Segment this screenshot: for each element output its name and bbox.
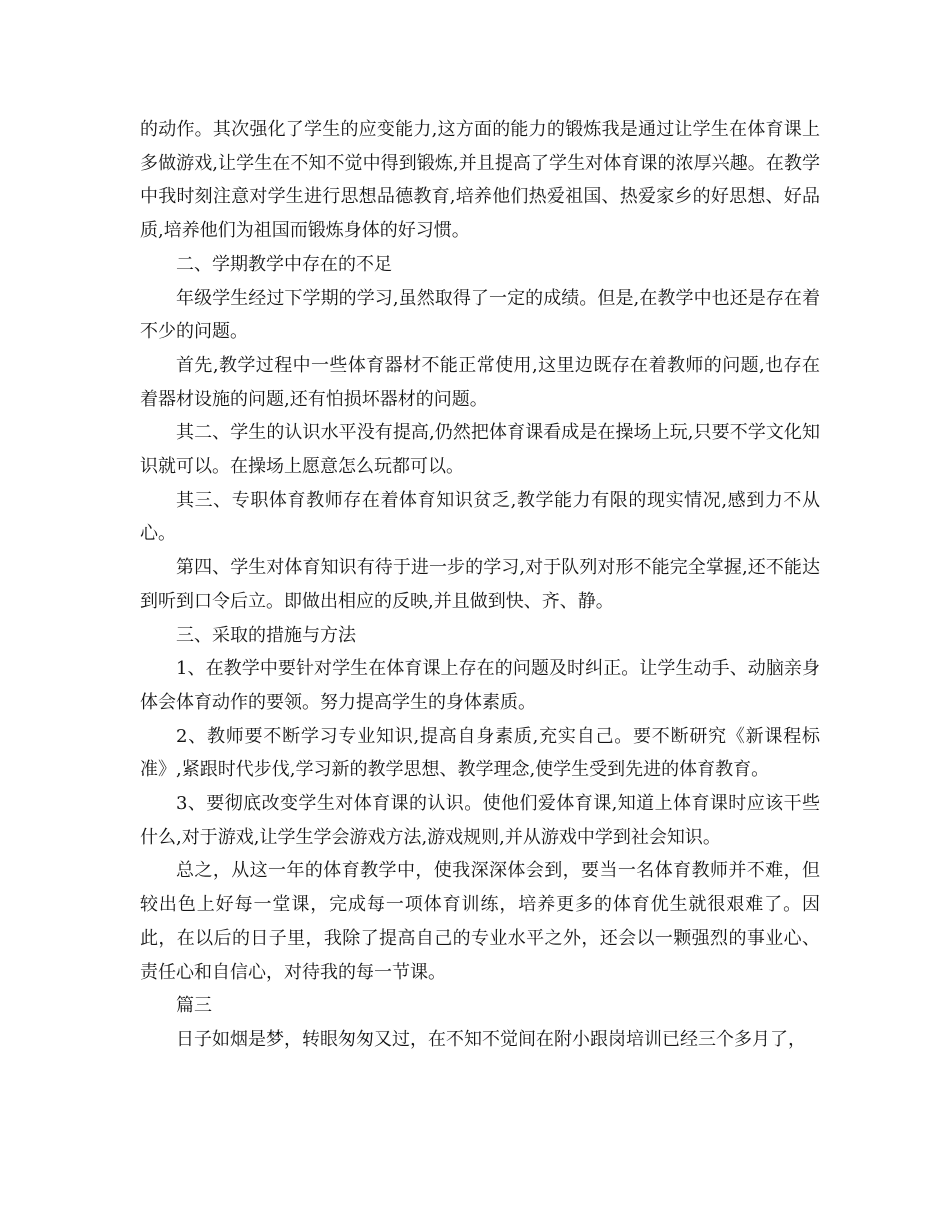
paragraph: 其三、专职体育教师存在着体育知识贫乏,教学能力有限的现实情况,感到力不从心。 <box>140 489 820 545</box>
paragraph: 3、要彻底改变学生对体育课的认识。使他们爱体育课,知道上体育课时应该干些什么,对于游戏,让学生学会游戏方法,游戏规则,并从游戏中学到社会知识。 <box>140 793 820 848</box>
section-heading-shortcomings: 二、学期教学中存在的不足 <box>176 253 392 275</box>
paragraph-continuation: 的动作。其次强化了学生的应变能力,这方面的能力的锻炼我是通过让学生在体育课上多做游戏,让学生在不知不觉中得到锻炼,并且提高了学生对体育课的浓厚兴趣。在教学中我时刻注意对学生进行思想品德教育,培养他们热爱祖国、热爱家乡的好思想、好品质,培养他们为祖国而锻炼身体的好习惯。 <box>140 119 820 242</box>
paragraph: 年级学生经过下学期的学习,虽然取得了一定的成绩。但是,在教学中也还是存在着不少的问题。 <box>140 287 820 343</box>
paragraph: 日子如烟是梦，转眼匆匆又过，在不知不觉间在附小跟岗培训已经三个多月了， <box>176 1028 806 1050</box>
section-heading-part-three: 篇三 <box>176 995 212 1017</box>
paragraph: 2、教师要不断学习专业知识,提高自身素质,充实自己。要不断研究《新课程标准》,紧跟时代步伐,学习新的教学思想、教学理念,使学生受到先进的体育教育。 <box>140 725 820 781</box>
paragraph-conclusion: 总之，从这一年的体育教学中，使我深深体会到，要当一名体育教师并不难，但较出色上好每一堂课，完成每一项体育训练，培养更多的体育优生就很艰难了。因此，在以后的日子里，我除了提高自己的专业水平之外，还会以一颗强烈的事业心、责任心和自信心，对待我的每一节课。 <box>140 860 820 983</box>
paragraph: 其二、学生的认识水平没有提高,仍然把体育课看成是在操场上玩,只要不学文化知识就可以。在操场上愿意怎么玩都可以。 <box>140 422 820 478</box>
paragraph: 首先,教学过程中一些体育器材不能正常使用,这里边既存在着教师的问题,也存在着器材设施的问题,还有怕损坏器材的问题。 <box>140 354 820 410</box>
paragraph: 第四、学生对体育知识有待于进一步的学习,对于队列对形不能完全掌握,还不能达到听到口令后立。即做出相应的反映,并且做到快、齐、静。 <box>140 557 820 612</box>
paragraph: 1、在教学中要针对学生在体育课上存在的问题及时纠正。让学生动手、动脑亲身体会体育动作的要领。努力提高学生的身体素质。 <box>140 658 820 713</box>
document-body <box>140 113 820 1057</box>
section-heading-measures: 三、采取的措施与方法 <box>176 624 356 646</box>
